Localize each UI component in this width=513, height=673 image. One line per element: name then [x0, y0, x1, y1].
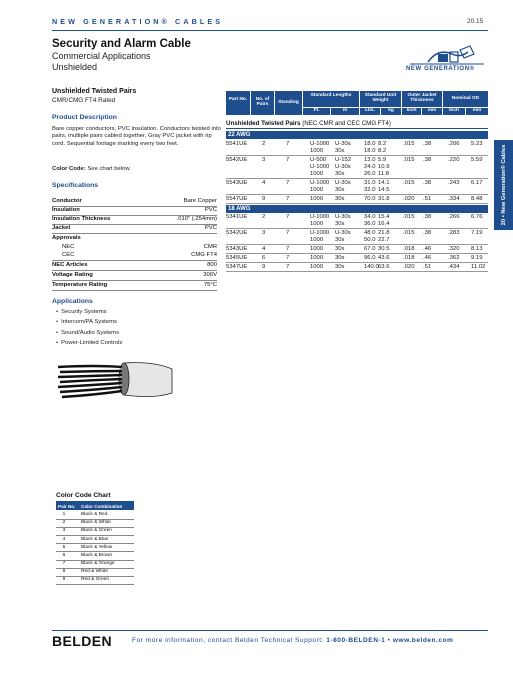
- cell-pairs: 2: [262, 140, 266, 147]
- color-chart-title: Color Code Chart: [56, 492, 111, 499]
- cell-pairs: 4: [262, 179, 266, 186]
- cell-lbs: 13.0: [364, 156, 376, 163]
- row-divider: [226, 244, 488, 245]
- cell-part: 5347UE: [226, 263, 248, 270]
- product-row: [226, 157, 488, 164]
- application-item: • Intercom/PA Systems: [56, 319, 117, 325]
- cell-ji: .018: [403, 246, 415, 253]
- specifications-title: Specifications: [52, 182, 99, 189]
- cell-jm: .38: [423, 230, 432, 237]
- pair-number: 8: [62, 568, 66, 574]
- color-chart-header: [56, 501, 134, 510]
- approval-row-nec: NEC CMR: [62, 244, 217, 250]
- subcol-jacket-mm: mm: [422, 108, 442, 115]
- cell-lbs: 26.0: [364, 171, 376, 178]
- product-rating: CMR/CMG FT4 Rated: [52, 97, 116, 104]
- product-row: [226, 214, 488, 221]
- cell-m: 30s: [335, 255, 345, 262]
- pair-number: 4: [62, 536, 66, 542]
- cell-part: 5543UE: [226, 179, 248, 186]
- pair-number: 9: [62, 577, 66, 583]
- spec-row-voltage: Voltage Rating 300V: [52, 271, 217, 281]
- cell-jm: .46: [423, 246, 432, 253]
- cell-pairs: 9: [262, 195, 266, 202]
- cell-strand: 7: [286, 195, 290, 202]
- cell-jm: .38: [423, 140, 432, 147]
- cell-ft: U-500: [310, 156, 327, 163]
- col-nominal-od: Nominal OD: [443, 91, 488, 107]
- cell-part: 5342UE: [226, 230, 248, 237]
- cell-strand: 7: [286, 156, 290, 163]
- spec-row-conductor: Conductor Bare Copper: [52, 197, 217, 207]
- cell-ji: .015: [403, 140, 415, 147]
- pair-number: 6: [62, 552, 66, 558]
- cell-kg: 11.8: [378, 171, 390, 178]
- cell-jm: .46: [423, 255, 432, 262]
- cell-m: 30s: [335, 171, 345, 178]
- cell-oi: .206: [448, 140, 460, 147]
- table-section-title: Unshielded Twisted Pairs (NEC CMR and CEC CMG FT4): [226, 120, 391, 127]
- cell-oi: .320: [448, 246, 460, 253]
- cell-oi: .220: [448, 156, 460, 163]
- color-chart-col-pair: Pair No.: [58, 503, 76, 509]
- cell-kg: 16.4: [378, 221, 390, 228]
- cell-lbs: 67.0: [364, 246, 376, 253]
- spec-row-nec-articles: NEC Articles 800: [52, 261, 217, 271]
- cell-m: U-30s: [335, 230, 351, 237]
- cell-pairs: 6: [262, 255, 266, 262]
- cell-m: U-30s: [335, 140, 351, 147]
- spec-row-jacket: Jacket PVC: [52, 224, 217, 234]
- color-combination: Black & Orange: [81, 560, 115, 566]
- cell-kg: 43.6: [378, 255, 390, 262]
- col-no-of-pairs: No. of Pairs: [251, 91, 274, 115]
- cell-kg: 5.9: [378, 156, 387, 163]
- product-row: [226, 255, 488, 262]
- cell-kg: 8.2: [378, 147, 387, 154]
- product-row: [226, 264, 488, 271]
- cell-pairs: 3: [262, 230, 266, 237]
- cell-pairs: 3: [262, 156, 266, 163]
- cell-om: 6.17: [471, 179, 483, 186]
- application-item: • Sound/Audio Systems: [56, 330, 119, 336]
- cell-lbs: 50.0: [364, 237, 376, 244]
- cell-m: U-30s: [335, 214, 351, 221]
- cell-jm: .38: [423, 179, 432, 186]
- cell-lbs: 32.0: [364, 187, 376, 194]
- cell-oi: .266: [448, 214, 460, 221]
- cell-jm: .38: [423, 156, 432, 163]
- product-row: [226, 246, 488, 253]
- application-item: • Security Systems: [56, 309, 107, 315]
- cell-om: 11.02: [471, 263, 486, 270]
- cell-lbs: 18.0: [364, 147, 376, 154]
- product-row: [226, 237, 488, 244]
- col-outer-jacket-thickness: Outer Jacket Thickness: [402, 91, 442, 107]
- cable-illustration: [54, 355, 174, 403]
- header-rule: [52, 30, 488, 31]
- support-phone: 1-800-BELDEN-1: [326, 637, 386, 644]
- cell-strand: 7: [286, 230, 290, 237]
- cell-part: 5547UE: [226, 195, 248, 202]
- cell-kg: 22.7: [378, 237, 390, 244]
- row-divider: [226, 253, 488, 254]
- cell-om: 8.48: [471, 195, 483, 202]
- cell-om: 5.59: [471, 156, 483, 163]
- cell-strand: 7: [286, 214, 290, 221]
- spec-row-temperature: Temperature Rating 75°C: [52, 281, 217, 291]
- cell-jm: .38: [423, 214, 432, 221]
- product-row: [226, 187, 488, 194]
- side-section-tab: [494, 140, 513, 230]
- cell-strand: 7: [286, 140, 290, 147]
- product-row: [226, 221, 488, 228]
- cell-ft: U-1000: [310, 214, 330, 221]
- page-subtitle-applications: Commercial Applications: [52, 51, 151, 61]
- subcol-m: m: [331, 108, 359, 115]
- row-divider: [226, 271, 488, 272]
- cell-ji: .020: [403, 195, 415, 202]
- cell-oi: .334: [448, 195, 460, 202]
- awg-group-header: 18 AWG: [226, 205, 488, 213]
- cell-m: U-30s: [335, 163, 351, 170]
- subcol-od-inch: Inch: [443, 108, 465, 115]
- cell-m: 30s: [335, 246, 345, 253]
- cell-lbs: 18.0: [364, 140, 376, 147]
- pair-number: 7: [62, 560, 66, 566]
- cell-ji: .015: [403, 214, 415, 221]
- color-code-note-label: Color Code:: [52, 166, 86, 172]
- cell-ft: 1000: [310, 263, 324, 270]
- cell-oi: .243: [448, 179, 460, 186]
- cell-ft: 1000: [310, 147, 324, 154]
- cell-om: 5.23: [471, 140, 483, 147]
- cell-ft: 1000: [310, 255, 324, 262]
- cell-lbs: 31.0: [364, 179, 376, 186]
- cell-strand: 7: [286, 179, 290, 186]
- pair-number: 3: [62, 528, 66, 534]
- cell-part: 5341UE: [226, 214, 248, 221]
- col-standard-lengths: Standard Lengths: [303, 91, 359, 107]
- cell-ji: .018: [403, 255, 415, 262]
- product-row: [226, 148, 488, 155]
- cell-pairs: 4: [262, 246, 266, 253]
- cell-kg: 31.8: [378, 195, 390, 202]
- series-header: NEW GENERATION® CABLES: [52, 17, 224, 26]
- cell-lbs: 24.0: [364, 163, 376, 170]
- cell-m: 30s: [335, 147, 345, 154]
- page-number: 20.15: [467, 18, 484, 25]
- cell-part: 5542UE: [226, 156, 248, 163]
- cell-m: 30s: [335, 195, 345, 202]
- approval-row-cec: CEC CMG FT4: [52, 251, 217, 261]
- cell-strand: 7: [286, 246, 290, 253]
- cell-kg: 15.4: [378, 214, 390, 221]
- subcol-ft: Ft.: [303, 108, 330, 115]
- cell-kg: 8.2: [378, 140, 387, 147]
- cell-oi: .434: [448, 263, 460, 270]
- cell-ft: 1000: [310, 187, 324, 194]
- subcol-od-mm: mm: [466, 108, 488, 115]
- footer-contact: For more information, contact Belden Technical Support: 1-800-BELDEN-1 • www.belden.com: [132, 637, 454, 644]
- row-divider: [226, 178, 488, 179]
- row-divider: [226, 155, 488, 156]
- product-row: [226, 230, 488, 237]
- applications-title: Applications: [52, 298, 93, 305]
- col-stranding: Standing: [275, 91, 302, 115]
- row-divider: [226, 262, 488, 263]
- color-combination: Red & White: [81, 568, 108, 574]
- cell-ft: U-1000: [310, 179, 330, 186]
- belden-logo: BELDEN: [52, 633, 112, 649]
- cell-kg: 14.5: [378, 187, 390, 194]
- pair-number: 5: [62, 544, 66, 550]
- cell-ft: 1000: [310, 246, 324, 253]
- cell-m: U-152: [335, 156, 352, 163]
- cell-m: 30s: [335, 187, 345, 194]
- cell-part: 5541UE: [226, 140, 248, 147]
- color-combination: Black & Red: [81, 512, 108, 518]
- cell-jm: .51: [423, 195, 432, 202]
- cell-ft: 1000: [310, 195, 324, 202]
- cell-strand: 7: [286, 263, 290, 270]
- website-link[interactable]: www.belden.com: [392, 637, 454, 644]
- page-title: Security and Alarm Cable: [52, 38, 191, 50]
- page-subtitle-shielding: Unshielded: [52, 62, 98, 72]
- cell-m: 30s: [335, 237, 345, 244]
- cell-ji: .015: [403, 230, 415, 237]
- spec-row-insulation: Insulation PVC: [52, 206, 217, 216]
- cell-ji: .020: [403, 263, 415, 270]
- product-description: Bare copper conductors, PVC insulation. Conductors twisted into pairs, multiple pairs cabled together, Gray PVC jacket with rip cord. Sequential footage marking every two feet.: [52, 126, 221, 147]
- cell-om: 6.76: [471, 214, 483, 221]
- cell-kg: 21.8: [378, 230, 390, 237]
- row-divider: [226, 194, 488, 195]
- cell-kg: 63.6: [378, 263, 390, 270]
- cell-lbs: 96.0: [364, 255, 376, 262]
- cell-ft: 1000: [310, 221, 324, 228]
- side-tab-label: 20 • New Generation® Cables: [500, 144, 507, 226]
- cell-om: 9.19: [471, 255, 483, 262]
- color-chart-col-combination: Color Combination: [81, 503, 123, 509]
- cell-kg: 30.5: [378, 246, 390, 253]
- pair-number: 2: [62, 520, 66, 526]
- cell-kg: 14.1: [378, 179, 390, 186]
- cell-strand: 7: [286, 255, 290, 262]
- cell-ft: U-1000: [310, 230, 330, 237]
- color-combination: Black & Brown: [81, 552, 113, 558]
- product-row: [226, 196, 488, 203]
- cell-lbs: 140.0: [364, 263, 379, 270]
- cell-m: 30s: [335, 221, 345, 228]
- cell-lbs: 48.0: [364, 230, 376, 237]
- cell-lbs: 36.0: [364, 221, 376, 228]
- color-combination: Black & Blue: [81, 536, 109, 542]
- cell-m: 30s: [335, 263, 345, 270]
- cell-pairs: 9: [262, 263, 266, 270]
- logo-text: NEW GENERATION®: [406, 66, 475, 72]
- color-combination: Black & Green: [81, 528, 112, 534]
- col-standard-unit-weight: Standard Unit Weight: [360, 91, 401, 107]
- cell-ji: .015: [403, 156, 415, 163]
- cell-pairs: 2: [262, 214, 266, 221]
- approvals-label: Approvals: [52, 235, 81, 241]
- product-row: [226, 141, 488, 148]
- color-combination: Red & Green: [81, 577, 109, 583]
- cell-om: 7.19: [471, 230, 483, 237]
- product-row: [226, 164, 488, 171]
- cell-part: 5343UE: [226, 246, 248, 253]
- row-divider: [226, 203, 488, 204]
- row-divider: [226, 228, 488, 229]
- subcol-jacket-inch: Inch: [402, 108, 421, 115]
- product-row: [226, 180, 488, 187]
- cell-ft: 1000: [310, 171, 324, 178]
- cell-om: 8.13: [471, 246, 483, 253]
- awg-group-header: 22 AWG: [226, 131, 488, 139]
- cell-ft: U-1000: [310, 140, 330, 147]
- pair-number: 1: [62, 512, 66, 518]
- spec-row-insulation-thickness: Insulation Thickness .010" (.254mm): [52, 215, 217, 225]
- cell-kg: 10.9: [378, 163, 390, 170]
- subcol-kg: kg: [381, 108, 401, 115]
- footer-rule: [52, 630, 488, 631]
- product-row: [226, 171, 488, 178]
- product-heading: Unshielded Twisted Pairs: [52, 88, 137, 95]
- application-item: • Power-Limited Controls: [56, 340, 122, 346]
- cell-oi: .283: [448, 230, 460, 237]
- cell-lbs: 34.0: [364, 214, 376, 221]
- cell-lbs: 70.0: [364, 195, 376, 202]
- table-section-rule: [226, 128, 488, 129]
- cell-m: U-30s: [335, 179, 351, 186]
- color-combination: Black & Yellow: [81, 544, 113, 550]
- cell-oi: .362: [448, 255, 460, 262]
- cell-ji: .015: [403, 179, 415, 186]
- subcol-lbs: Lbs.: [360, 108, 380, 115]
- cell-ft: U-1000: [310, 163, 330, 170]
- col-part-no: Part No.: [226, 91, 250, 115]
- color-code-note: [52, 166, 222, 173]
- cell-ft: 1000: [310, 237, 324, 244]
- color-chart-row: [56, 576, 134, 585]
- cell-jm: .51: [423, 263, 432, 270]
- product-description-title: Product Description: [52, 114, 117, 121]
- cell-part: 5345UE: [226, 255, 248, 262]
- color-code-note-text: See chart below.: [87, 166, 131, 172]
- color-combination: Black & White: [81, 520, 111, 526]
